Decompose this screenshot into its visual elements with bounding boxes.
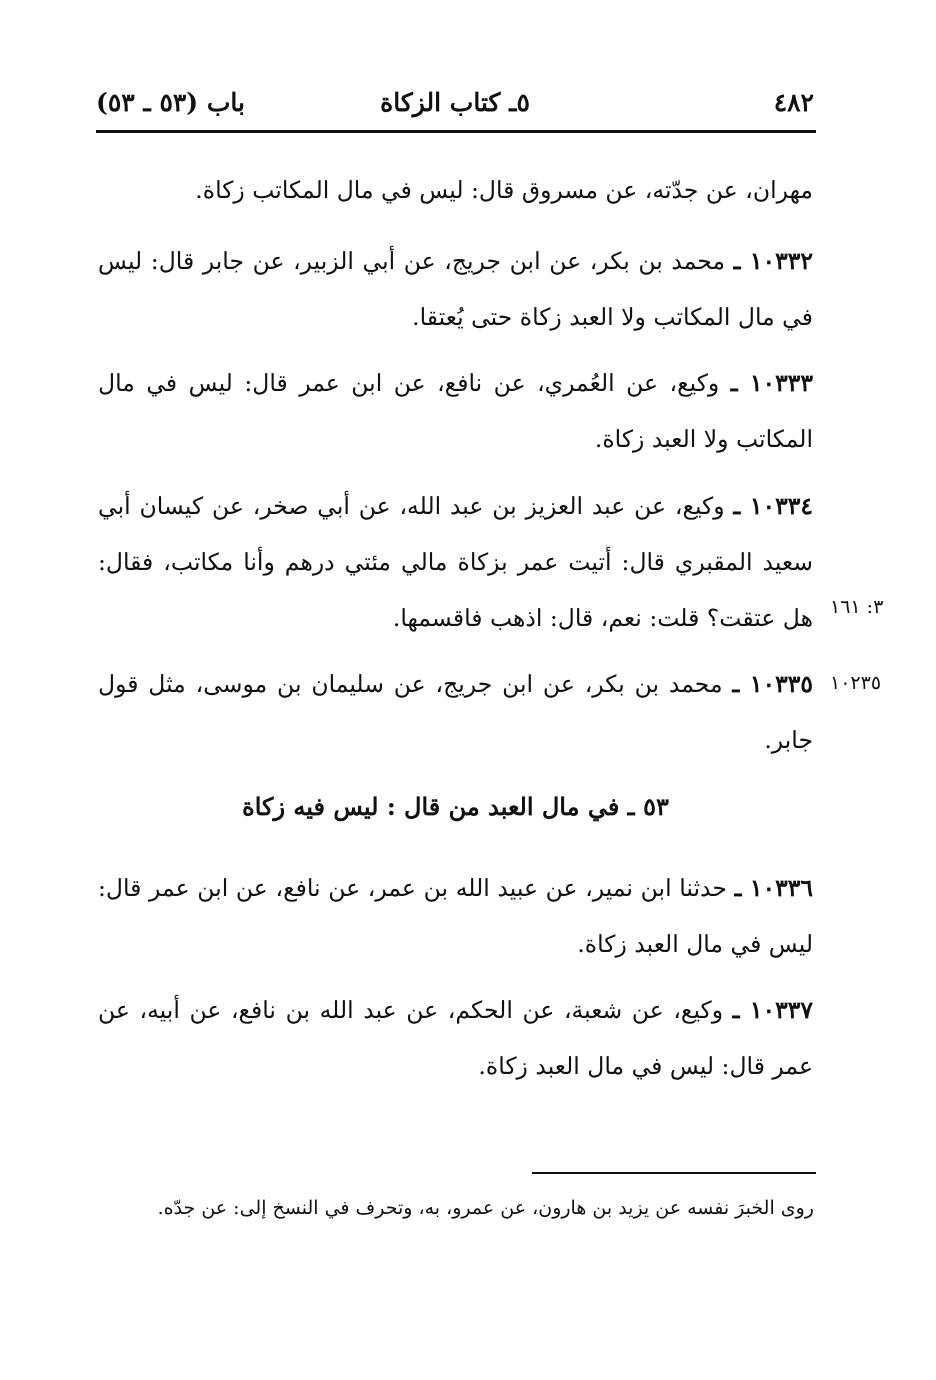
hadith-number: ١٠٣٣٣ ـ [730,369,813,397]
page-number: ٤٨٢ [773,88,814,117]
hadith-number: ١٠٣٣٦ ـ [734,874,813,902]
hadith-10336 [98,860,813,972]
book-title: ٥ـ كتاب الزكاة [380,88,530,117]
footnote-rule [532,1172,816,1174]
running-header [96,88,814,128]
footnote: روى الخبرَ نفسه عن يزيد بن هارون، عن عمرو، به، وتحرف في النسخ إلى: عن جدّه. [157,1197,814,1219]
hadith-number: ١٠٣٣٤ ـ [733,492,813,520]
paragraph-text: مهران، عن جدّته، عن مسروق قال: ليس في مال المكاتب زكاة. [195,176,813,204]
hadith-text: وكيع، عن عبد العزيز بن عبد الله، عن أبي صخر، عن كيسان أبي سعيد المقبري قال: أتيت عمر بزكاة مالي مئتي درهم وأنا مكاتب، فقال: هل عتقت؟ قلت: نعم، قال: اذهب فاقسمها. [98,492,813,632]
margin-reference-10334: ٣: ١٦١ [830,596,884,618]
hadith-number: ١٠٣٣٢ ـ [733,247,813,275]
hadith-10332 [98,233,813,345]
chapter-range: باب (٥٣ ـ ٥٣) [96,88,245,117]
hadith-text: محمد بن بكر، عن ابن جريج، عن سليمان بن موسى، مثل قول جابر. [98,670,813,754]
hadith-10333 [98,355,813,467]
hadith-10335 [98,656,813,768]
hadith-text: وكيع، عن شعبة، عن الحكم، عن عبد الله بن نافع، عن أبيه، عن عمر قال: ليس في مال العبد زكاة. [98,996,813,1080]
hadith-10334 [98,478,813,646]
header-rule [96,130,816,133]
hadith-number: ١٠٣٣٧ ـ [732,996,813,1024]
chapter-heading: ٥٣ ـ في مال العبد من قال : ليس فيه زكاة [242,792,669,821]
hadith-text: حدثنا ابن نمير، عن عبيد الله بن عمر، عن نافع، عن ابن عمر قال: ليس في مال العبد زكاة. [98,874,813,958]
paragraph-continuation [98,162,813,218]
hadith-text: محمد بن بكر، عن ابن جريج، عن أبي الزبير، عن جابر قال: ليس في مال المكاتب ولا العبد زكاة حتى يُعتقا. [98,247,813,331]
hadith-number: ١٠٣٣٥ ـ [732,670,813,698]
hadith-10337 [98,982,813,1094]
hadith-text: وكيع، عن العُمري، عن نافع، عن ابن عمر قال: ليس في مال المكاتب ولا العبد زكاة. [98,369,813,453]
margin-reference-10335: ١٠٢٣٥ [830,672,882,694]
